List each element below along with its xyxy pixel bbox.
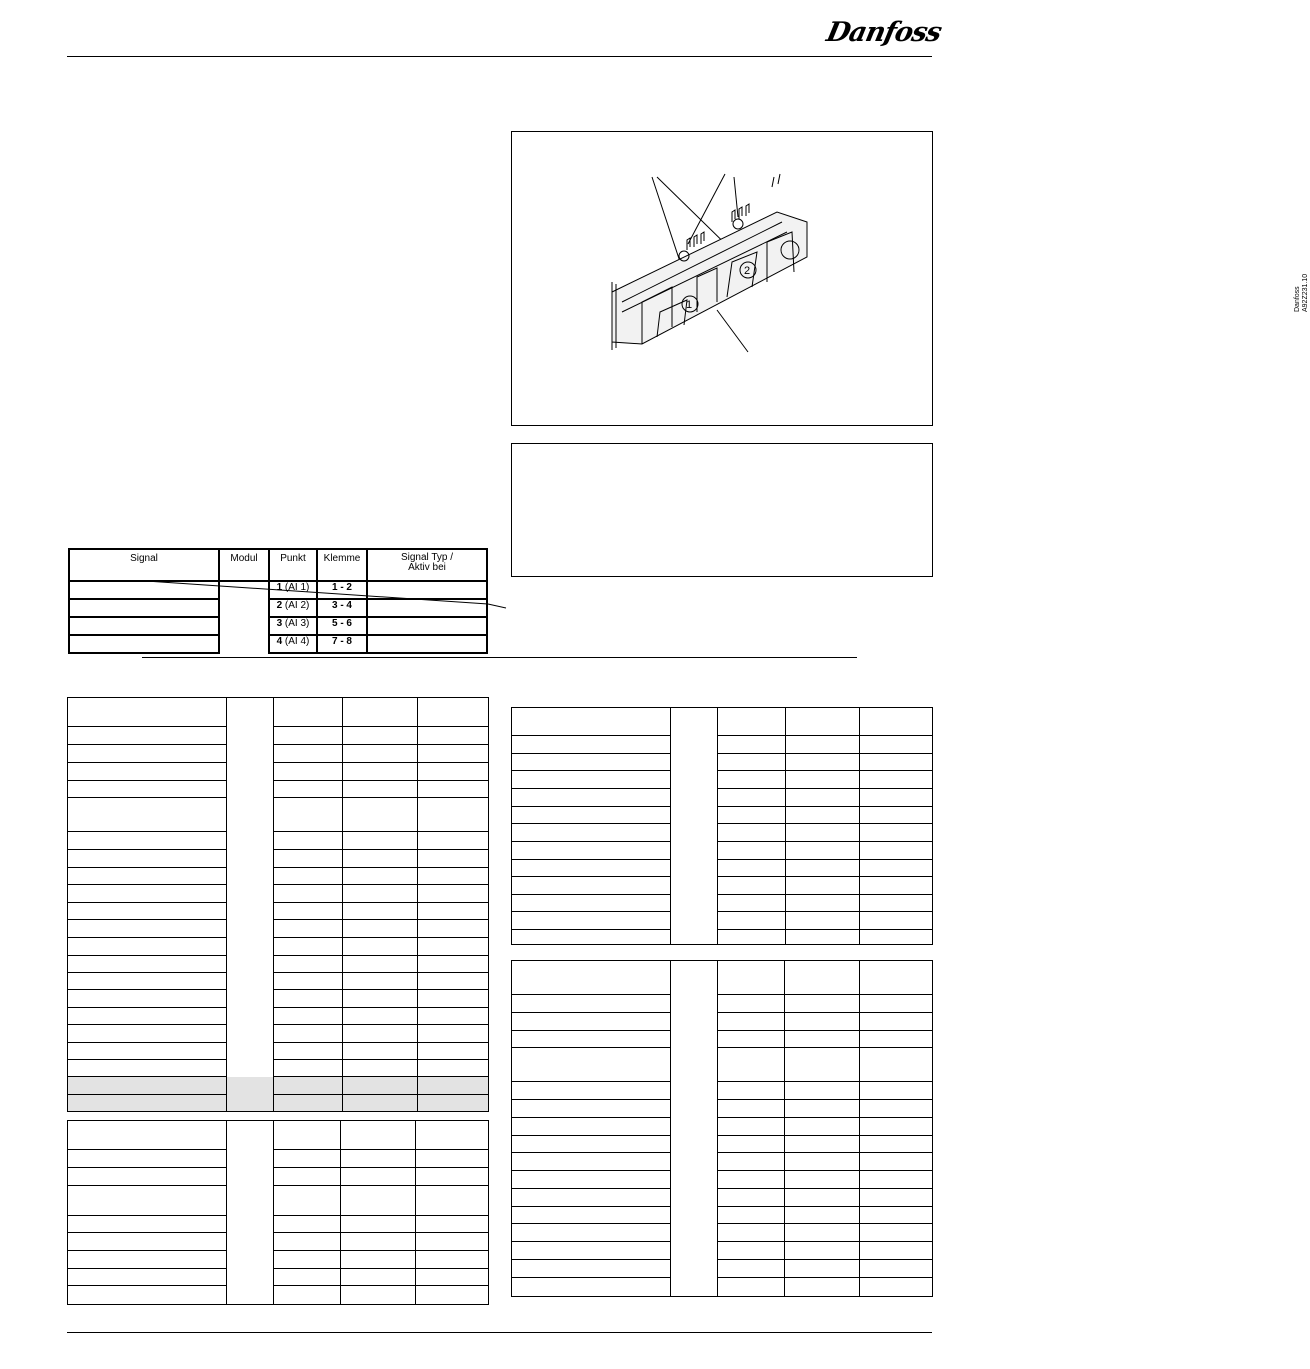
- row-divider: [511, 911, 670, 912]
- row-divider: [273, 797, 489, 798]
- row-divider: [717, 1223, 933, 1224]
- module-illustration: [512, 132, 932, 425]
- row-divider: [511, 1223, 670, 1224]
- row-divider: [67, 937, 226, 938]
- row-divider: [67, 1250, 226, 1251]
- empty-table-a: [67, 697, 489, 1112]
- row-divider: [67, 1232, 226, 1233]
- row-divider: [273, 1185, 489, 1186]
- row-divider: [511, 1170, 670, 1171]
- footer-rule: [67, 1332, 932, 1333]
- row-divider: [67, 1042, 226, 1043]
- row-divider: [67, 1268, 226, 1269]
- column-divider: [415, 1120, 416, 1305]
- column-divider: [226, 1120, 227, 1305]
- row-divider: [67, 849, 226, 850]
- table-border: [67, 1120, 489, 1121]
- row-divider: [511, 1206, 670, 1207]
- row-divider: [511, 994, 670, 995]
- row-divider: [717, 911, 933, 912]
- table-row: 3 (AI 3) 5 - 6: [69, 617, 487, 635]
- row-divider: [273, 867, 489, 868]
- row-divider: [511, 1152, 670, 1153]
- row-divider: [273, 780, 489, 781]
- table-border: [488, 1120, 489, 1305]
- row-divider: [717, 876, 933, 877]
- row-divider: [717, 1206, 933, 1207]
- row-divider: [273, 1149, 489, 1150]
- row-divider: [67, 902, 226, 903]
- callout-1: 1: [686, 299, 693, 311]
- signal-table: [68, 548, 488, 647]
- column-divider: [785, 707, 786, 945]
- row-divider: [717, 1152, 933, 1153]
- row-divider: [273, 1076, 489, 1077]
- column-divider: [417, 697, 418, 1112]
- row-divider: [273, 989, 489, 990]
- column-divider: [784, 960, 785, 1297]
- col-punkt: Punkt: [269, 549, 317, 581]
- row-divider: [717, 1047, 933, 1048]
- section-rule: [142, 657, 857, 658]
- row-divider: [511, 894, 670, 895]
- row-divider: [717, 753, 933, 754]
- row-divider: [273, 1007, 489, 1008]
- danfoss-logo: Danfoss: [823, 17, 944, 48]
- row-divider: [67, 989, 226, 990]
- row-divider: [717, 823, 933, 824]
- row-divider: [717, 806, 933, 807]
- row-divider: [717, 859, 933, 860]
- row-divider: [273, 744, 489, 745]
- row-divider: [67, 744, 226, 745]
- table-border: [67, 1111, 489, 1112]
- row-divider: [511, 753, 670, 754]
- table-row: 4 (AI 4) 7 - 8: [69, 635, 487, 653]
- row-divider: [273, 902, 489, 903]
- row-divider: [511, 1188, 670, 1189]
- row-divider: [717, 1241, 933, 1242]
- row-divider: [67, 1007, 226, 1008]
- column-divider: [226, 697, 227, 1112]
- note-box: [511, 443, 933, 577]
- row-divider: [511, 1081, 670, 1082]
- row-divider: [717, 841, 933, 842]
- table-border: [511, 944, 933, 945]
- col-klemme: Klemme: [317, 549, 367, 581]
- row-divider: [717, 735, 933, 736]
- table-row: 2 (AI 2) 3 - 4: [69, 599, 487, 617]
- row-divider: [67, 1285, 226, 1286]
- row-divider: [67, 1094, 226, 1095]
- row-divider: [511, 1047, 670, 1048]
- row-divider: [273, 1167, 489, 1168]
- row-divider: [511, 876, 670, 877]
- column-divider: [717, 707, 718, 945]
- row-divider: [717, 1099, 933, 1100]
- row-divider: [511, 735, 670, 736]
- table-border: [511, 707, 512, 945]
- row-divider: [273, 1024, 489, 1025]
- row-divider: [67, 919, 226, 920]
- row-divider: [67, 762, 226, 763]
- row-divider: [67, 1024, 226, 1025]
- row-divider: [67, 780, 226, 781]
- row-divider: [273, 762, 489, 763]
- row-divider: [511, 841, 670, 842]
- empty-table-c: [511, 707, 933, 945]
- row-divider: [67, 1185, 226, 1186]
- column-divider: [340, 1120, 341, 1305]
- row-divider: [511, 1030, 670, 1031]
- row-divider: [717, 1012, 933, 1013]
- row-divider: [273, 972, 489, 973]
- figure-id: Danfoss A92Z231.10: [1294, 273, 1309, 312]
- row-divider: [717, 1259, 933, 1260]
- column-divider: [273, 1120, 274, 1305]
- table-border: [511, 707, 933, 708]
- row-divider: [717, 1081, 933, 1082]
- row-divider: [511, 1099, 670, 1100]
- row-divider: [67, 955, 226, 956]
- col-modul: Modul: [219, 549, 269, 581]
- header-rule: [67, 56, 932, 57]
- row-divider: [273, 937, 489, 938]
- column-divider: [859, 960, 860, 1297]
- overlay-line-ext: [488, 600, 508, 612]
- row-divider: [717, 994, 933, 995]
- row-divider: [511, 823, 670, 824]
- row-divider: [67, 1076, 226, 1077]
- row-divider: [717, 788, 933, 789]
- table-border: [932, 707, 933, 945]
- row-divider: [67, 831, 226, 832]
- row-divider: [717, 1030, 933, 1031]
- table-border: [511, 960, 512, 1297]
- column-divider: [342, 697, 343, 1112]
- column-divider: [670, 960, 671, 1297]
- row-divider: [717, 929, 933, 930]
- row-divider: [67, 726, 226, 727]
- table-border: [932, 960, 933, 1297]
- empty-table-b: [67, 1120, 489, 1305]
- col-signal-typ: Signal Typ / Aktiv bei: [367, 549, 487, 581]
- column-divider: [859, 707, 860, 945]
- row-divider: [273, 831, 489, 832]
- row-divider: [511, 1135, 670, 1136]
- overlay-line: [68, 548, 488, 644]
- row-divider: [67, 1215, 226, 1216]
- row-divider: [67, 1059, 226, 1060]
- row-divider: [511, 1241, 670, 1242]
- table-border: [67, 697, 68, 1112]
- table-border: [67, 1304, 489, 1305]
- table-border: [488, 697, 489, 1112]
- col-signal: Signal: [69, 549, 219, 581]
- row-divider: [511, 929, 670, 930]
- row-divider: [717, 1135, 933, 1136]
- row-divider: [67, 797, 226, 798]
- row-divider: [511, 859, 670, 860]
- row-divider: [273, 726, 489, 727]
- row-divider: [273, 1042, 489, 1043]
- column-divider: [670, 707, 671, 945]
- empty-table-d: [511, 960, 933, 1297]
- row-divider: [273, 919, 489, 920]
- module-figure-box: [511, 131, 1309, 426]
- row-divider: [511, 1259, 670, 1260]
- row-divider: [67, 1167, 226, 1168]
- row-divider: [717, 1188, 933, 1189]
- row-divider: [273, 884, 489, 885]
- row-divider: [717, 1277, 933, 1278]
- row-divider: [717, 1117, 933, 1118]
- row-divider: [511, 1277, 670, 1278]
- column-divider: [273, 697, 274, 1112]
- row-divider: [67, 1149, 226, 1150]
- row-divider: [511, 1012, 670, 1013]
- row-divider: [717, 894, 933, 895]
- row-divider: [511, 806, 670, 807]
- callout-2: 2: [744, 265, 751, 277]
- row-divider: [511, 770, 670, 771]
- row-divider: [273, 1232, 489, 1233]
- table-border: [67, 1120, 68, 1305]
- row-divider: [67, 972, 226, 973]
- table-border: [511, 960, 933, 961]
- row-divider: [273, 1285, 489, 1286]
- row-divider: [273, 849, 489, 850]
- row-divider: [717, 1170, 933, 1171]
- row-divider: [273, 1268, 489, 1269]
- table-border: [67, 697, 489, 698]
- row-divider: [717, 770, 933, 771]
- row-divider: [273, 1215, 489, 1216]
- row-divider: [67, 884, 226, 885]
- table-row: 1 (AI 1) 1 - 2: [69, 581, 487, 599]
- row-divider: [511, 788, 670, 789]
- row-divider: [67, 867, 226, 868]
- table-border: [511, 1296, 933, 1297]
- row-divider: [273, 1250, 489, 1251]
- row-divider: [273, 1059, 489, 1060]
- row-divider: [273, 955, 489, 956]
- row-divider: [273, 1094, 489, 1095]
- row-divider: [511, 1117, 670, 1118]
- column-divider: [717, 960, 718, 1297]
